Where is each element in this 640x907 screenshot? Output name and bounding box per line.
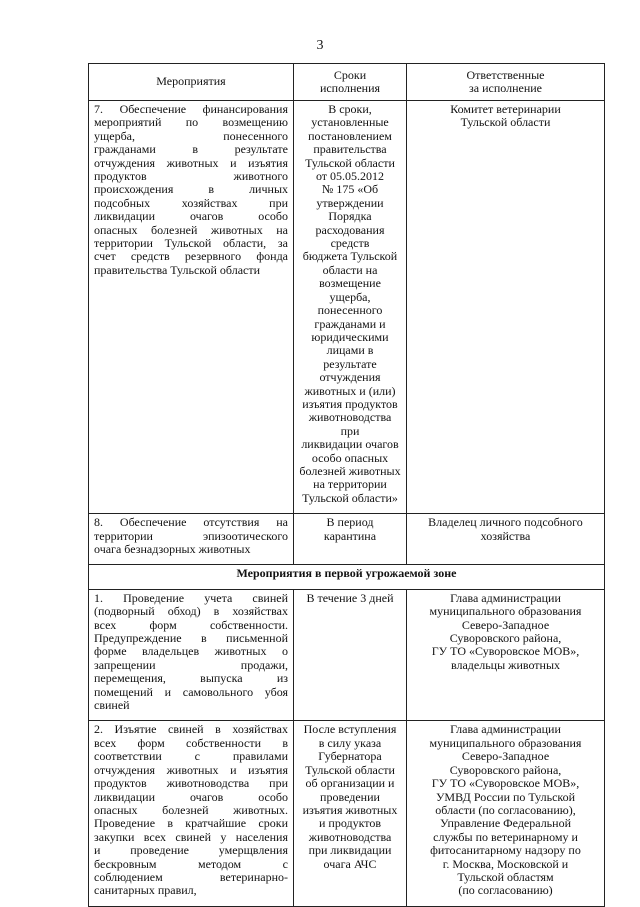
header-responsible-line: за исполнение bbox=[469, 81, 542, 95]
cell-text-line: правительства Тульской области bbox=[94, 262, 261, 277]
cell-text-line: карантина bbox=[323, 528, 377, 543]
cell-text-line: болезней животных bbox=[299, 463, 401, 478]
header-responsible bbox=[407, 64, 605, 101]
cell-text-line: утверждении bbox=[316, 195, 384, 210]
cell-text-line: Комитет ветеринарии bbox=[450, 102, 561, 116]
cell-text-line: опасных болезней животных. bbox=[94, 802, 288, 817]
cell-text-line: Тульской области» bbox=[302, 490, 398, 505]
cell-text-line: происхождения в личных bbox=[94, 182, 288, 197]
cell-text-line: Тульской области bbox=[460, 115, 551, 130]
row8-deadline-cell bbox=[294, 514, 407, 565]
cell-text-line: и проведение умерщвления bbox=[94, 843, 288, 858]
cell-text-line: счет средств резервного фонда bbox=[94, 249, 288, 264]
cell-text-line: и продуктов bbox=[318, 816, 382, 831]
cell-text-line: опасных болезней животных на bbox=[94, 222, 288, 237]
cell-text-line: В течение 3 дней bbox=[306, 590, 394, 605]
cell-text-line: муниципального образования bbox=[429, 604, 582, 619]
cell-text-line: территории Тульской области, за bbox=[94, 236, 288, 251]
cell-text-line: закупки всех свиней у населения bbox=[94, 829, 288, 844]
cell-text-line: от 05.05.2012 bbox=[315, 169, 385, 184]
cell-text-line: правительства bbox=[313, 142, 387, 157]
cell-text-line: области на bbox=[322, 262, 378, 277]
cell-text-line: расходования средств bbox=[315, 222, 385, 251]
cell-text-line: гражданами и bbox=[314, 316, 386, 331]
row2-deadline-cell bbox=[294, 721, 407, 906]
cell-text-line: продуктов животноводства при bbox=[94, 776, 288, 791]
cell-text-line: Глава администрации bbox=[450, 590, 561, 605]
cell-text-line: № 175 «Об bbox=[321, 182, 379, 197]
cell-text-line: понесенного bbox=[317, 303, 383, 318]
cell-text-line: После вступления bbox=[303, 722, 397, 737]
cell-text-line: г. Москва, Московской и bbox=[442, 856, 569, 871]
row1-responsible-cell bbox=[407, 589, 605, 721]
cell-text-line: 8. Обеспечение отсутствия на bbox=[94, 515, 288, 530]
cell-text-line: животных и (или) bbox=[304, 383, 396, 398]
cell-text-line: Северо-Западное bbox=[461, 749, 550, 764]
cell-text-line: ущерба, понесенного bbox=[94, 128, 288, 143]
cell-text-line: фитосанитарному надзору по bbox=[430, 843, 581, 858]
cell-text-line: свиней bbox=[94, 698, 130, 713]
row7-responsible-cell bbox=[407, 101, 605, 514]
cell-text-line: форме владельцев животных о bbox=[94, 644, 288, 659]
cell-text-line: мероприятий по возмещению bbox=[94, 115, 288, 130]
cell-text-line: Губернатора bbox=[318, 749, 382, 764]
cell-text-line: Управление Федеральной bbox=[440, 816, 571, 831]
header-deadlines-line: исполнения bbox=[319, 81, 381, 95]
cell-text-line: Тульской области bbox=[305, 155, 395, 170]
cell-text-line: постановлением bbox=[308, 128, 392, 143]
cell-text-line: владельцы животных bbox=[450, 657, 561, 672]
table-row-7 bbox=[89, 101, 605, 514]
section-row bbox=[89, 565, 605, 589]
cell-text-line: соответствии с правилами bbox=[94, 749, 288, 764]
cell-text-line: УМВД России по Тульской bbox=[435, 789, 576, 804]
cell-text-line: в силу указа bbox=[318, 735, 382, 750]
cell-text-line: бюджета Тульской bbox=[302, 249, 398, 264]
cell-text-line: 1. Проведение учета свиней bbox=[94, 590, 288, 605]
cell-text-line: хозяйства bbox=[480, 528, 531, 543]
table-row-8 bbox=[89, 514, 605, 565]
cell-text-line: Тульской областям bbox=[457, 869, 554, 884]
header-responsible-line: Ответственные bbox=[466, 67, 545, 82]
header-deadlines-line: Сроки bbox=[333, 67, 367, 82]
cell-text-line: ликвидации очагов bbox=[301, 437, 399, 452]
cell-text-line: отчуждения животных и изъятия bbox=[94, 762, 288, 777]
cell-text-line: животноводства bbox=[308, 829, 392, 844]
cell-text-line: ГУ ТО «Суворовское МОВ», bbox=[431, 644, 580, 659]
cell-text-line: очага АЧС bbox=[323, 856, 377, 871]
cell-text-line: 7. Обеспечение финансирования bbox=[94, 102, 288, 116]
cell-text-line: Северо-Западное bbox=[461, 617, 550, 632]
cell-text-line: Порядка bbox=[328, 209, 372, 224]
header-deadlines bbox=[294, 64, 407, 101]
row1-measure-cell bbox=[89, 589, 294, 721]
cell-text-line: на территории bbox=[313, 477, 387, 492]
cell-text-line: В период bbox=[326, 515, 374, 530]
row1-deadline-cell bbox=[294, 589, 407, 721]
cell-text-line: установленные bbox=[311, 115, 389, 130]
cell-text-line: Тульской области bbox=[305, 762, 395, 777]
cell-text-line: проведении bbox=[320, 789, 380, 804]
row7-measure-cell bbox=[89, 101, 294, 514]
cell-text-line: возмещение ущерба, bbox=[319, 276, 381, 304]
cell-text-line: (подворный обход) в хозяйствах bbox=[94, 604, 288, 619]
header-measures bbox=[89, 64, 294, 101]
cell-text-line: Суворовского района, bbox=[449, 631, 562, 646]
cell-text-line: ликвидации очагов особо bbox=[94, 789, 288, 804]
row8-responsible-cell bbox=[407, 514, 605, 565]
page-number: 3 bbox=[316, 38, 324, 53]
cell-text-line: В сроки, bbox=[328, 102, 372, 116]
cell-text-line: Владелец личного подсобного bbox=[428, 515, 583, 530]
cell-text-line: запрещении продажи, bbox=[94, 657, 288, 672]
cell-text-line: лицами в результате bbox=[323, 343, 377, 371]
cell-text-line: подсобных хозяйствах при bbox=[94, 195, 288, 210]
cell-text-line: ГУ ТО «Суворовское МОВ», bbox=[431, 776, 580, 791]
table-header-row bbox=[89, 64, 605, 101]
cell-text-line: Суворовского района, bbox=[449, 762, 562, 777]
cell-text-line: Проведение в кратчайшие сроки bbox=[94, 816, 288, 831]
row7-deadline-cell bbox=[294, 101, 407, 514]
cell-text-line: об организации и bbox=[305, 776, 395, 791]
row8-measure-cell bbox=[89, 514, 294, 565]
cell-text-line: животноводства при bbox=[308, 410, 392, 438]
cell-text-line: всех форм собственности в bbox=[94, 735, 288, 750]
cell-text-line: перемещения, выпуска из bbox=[94, 671, 288, 686]
cell-text-line: муниципального образования bbox=[429, 735, 582, 750]
cell-text-line: изъятия животных bbox=[302, 802, 398, 817]
cell-text-line: гражданами в результате bbox=[94, 142, 288, 157]
cell-text-line: отчуждения животных и изъятия bbox=[94, 155, 288, 170]
table-row-1 bbox=[89, 589, 605, 721]
cell-text-line: всех форм собственности. bbox=[94, 617, 288, 632]
row2-responsible-cell bbox=[407, 721, 605, 906]
cell-text-line: Глава администрации bbox=[450, 722, 561, 737]
cell-text-line: соблюдением ветеринарно- bbox=[94, 869, 288, 884]
cell-text-line: помещений и самовольного убоя bbox=[94, 684, 288, 699]
cell-text-line: службы по ветеринарному и bbox=[433, 829, 578, 844]
cell-text-line: при ликвидации bbox=[308, 843, 392, 858]
cell-text-line: изъятия продуктов bbox=[302, 396, 398, 411]
cell-text-line: Предупреждение в письменной bbox=[94, 631, 288, 646]
cell-text-line: области (по согласованию), bbox=[435, 802, 576, 817]
measures-table bbox=[88, 63, 605, 907]
cell-text-line: 2. Изъятие свиней в хозяйствах bbox=[94, 722, 288, 737]
cell-text-line: санитарных правил, bbox=[94, 883, 197, 898]
cell-text-line: территории эпизоотического bbox=[94, 528, 288, 543]
cell-text-line: (по согласованию) bbox=[458, 883, 553, 898]
cell-text-line: особо опасных bbox=[311, 450, 389, 465]
cell-text-line: ликвидации очагов особо bbox=[94, 209, 288, 224]
section-title: Мероприятия в первой угрожаемой зоне bbox=[89, 565, 605, 589]
row2-measure-cell bbox=[89, 721, 294, 906]
table-row-2 bbox=[89, 721, 605, 906]
cell-text-line: бескровным методом с bbox=[94, 856, 288, 871]
cell-text-line: отчуждения bbox=[319, 370, 381, 385]
cell-text-line: юридическими bbox=[311, 329, 389, 344]
header-measures-label: Мероприятия bbox=[156, 74, 226, 89]
cell-text-line: очага безнадзорных животных bbox=[94, 542, 251, 556]
cell-text-line: продуктов животного bbox=[94, 169, 288, 184]
